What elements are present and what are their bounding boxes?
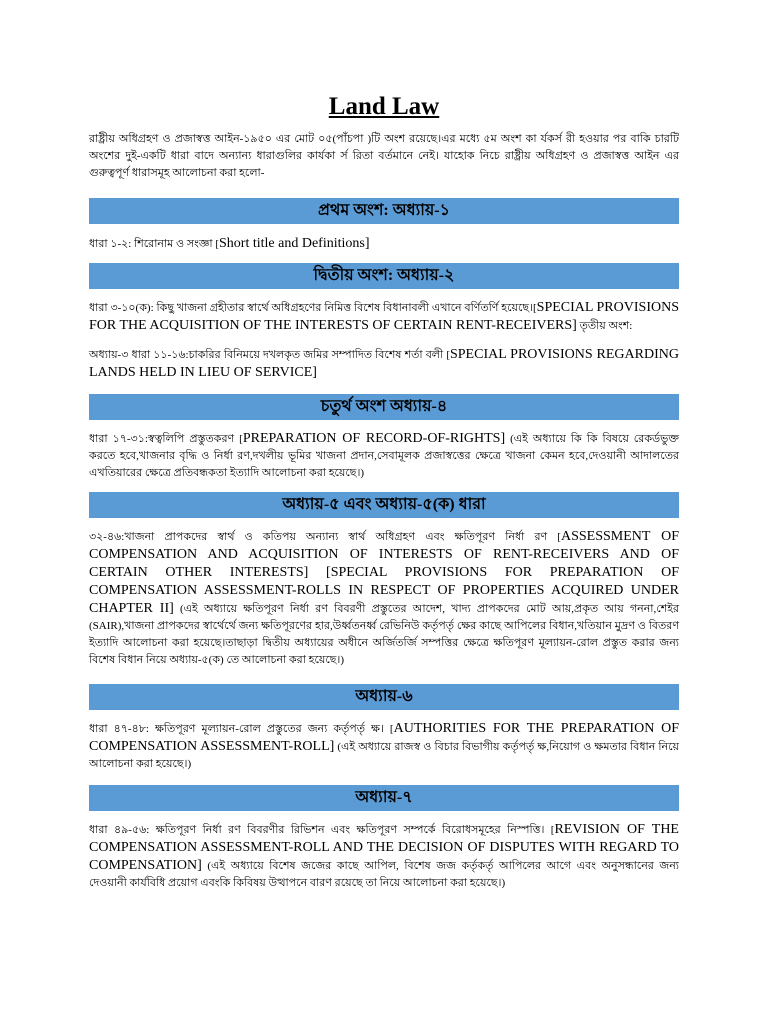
- section-heading-part-4: চতুর্থ অংশ অধ্যায়-৪: [89, 394, 679, 420]
- paragraph-english-text: SPECIAL PROVISIONS REGARDING LANDS HELD IN LIEU OF SERVICE]: [89, 347, 679, 380]
- section-heading-chapter-7: অধ্যায়-৭: [89, 785, 679, 811]
- paragraph-bangla-text: ধারা ৪৯-৫৬: ক্ষতিপূরণ নির্ধা রণ বিবরণীর রিভিশন এবং ক্ষতিপূরণ সম্পর্কে বিরোধসমূহের নিস্পত্তি। [: [89, 824, 555, 836]
- paragraph-english-text: SPECIAL PROVISIONS FOR THE ACQUISITION OF THE INTERESTS OF CERTAIN RENT-RECEIVERS]: [89, 300, 679, 333]
- paragraph-english-text: AUTHORITIES FOR THE PREPARATION OF COMPENSATION ASSESSMENT-ROLL]: [89, 721, 679, 754]
- paragraph-tail-text: (এই অধ্যায়ে কি কি বিষয়ে রেকর্ডভুক্ত করতে হবে,খাজনার বৃদ্ধি ও নির্ধা রণ,দখলীয় ভূমির খাজনা প্রদান,সেবামূলক প্রজাস্বত্তের ক্ষেত্রে খাজনা কেমন হবে,দেওয়ানী আদালতের এখতিয়ারের ক্ষেত্রে প্রতিবন্ধকতা ইত্যাদি আলোচনা করা হয়েছে।): [89, 433, 679, 479]
- paragraph-bangla-text: অধ্যায়-৩ ধারা ১১-১৬:চাকরির বিনিময়ে দখলকৃত জমির সম্পাদিত বিশেষ শর্তা বলী [: [89, 349, 450, 361]
- section-paragraph-part-2b: [89, 346, 679, 382]
- paragraph-bangla-text: ধারা ৩-১০(ক): কিছু খাজনা গ্রহীতার স্বার্থে অধিগ্রহণের নিমিত্ত বিশেষ বিধানাবলী এখানে বর্ণিতর্ণি হয়েছে।[: [89, 302, 537, 314]
- paragraph-english-text: REVISION OF THE COMPENSATION ASSESSMENT-ROLL AND THE DECISION OF DISPUTES WITH REGARD TO COMPENSATION]: [89, 822, 679, 873]
- paragraph-english-text: ASSESSMENT OF COMPENSATION AND ACQUISITION OF INTERESTS OF RENT-RECEIVERS AND OF CERTAIN OTHER INTERESTS] [SPECIAL PROVISIONS FOR PREPARATION OF COMPENSATION ASSESSMENT-ROLLS IN RESPECT OF PROPERTIES ACQUIRED UNDER CHAPTER II]: [89, 529, 679, 616]
- intro-paragraph: রাষ্ট্রীয় অধিগ্রহণ ও প্রজাস্বত্ত আইন-১৯৫০ এর মোট ০৫(পাঁচপা )টি অংশ রয়েছে।এর মধ্যে ৫ম অংশ কা র্যকর্স রী হওয়ার পর বাকি চারটি অংশের দুই-একটি ধারা বাদে অন্যান্য ধারাগুলির কার্যকা র্স রিতা বর্তমানে নেই। যাহোক নিচে রাষ্ট্রীয় অধিগ্রহণ ও প্রজাস্বত্ত আইন এর গুরুত্বপূর্ণ ধারাসমূহ আলোচনা করা হলো-: [89, 133, 679, 179]
- section-paragraph-part-1: [89, 235, 679, 253]
- paragraph-tail-text: (এই অধ্যায়ে বিশেষ জজের কাছে আপিল, বিশেষ জজ কর্তৃকর্তৃ আপিলের আগে এবং অনুসন্ধানের জন্য দেওয়ানী কার্যবিধি প্রয়োগ এবংকি কিবিষয় উত্থাপনে বারণ রয়েছে তা নিয়ে আলোচনা করা হয়েছে।): [89, 860, 679, 889]
- section-paragraph-chapter-6: [89, 720, 679, 773]
- paragraph-tail-text: তৃতীয় অংশ:: [576, 320, 633, 332]
- section-heading-part-2: দ্বিতীয় অংশ: অধ্যায়-২: [89, 263, 679, 289]
- section-heading-chapter-6: অধ্যায়-৬: [89, 684, 679, 710]
- paragraph-tail-text: (এই অধ্যায়ে রাজস্ব ও বিচার বিভাগীয় কর্তৃপর্তৃ ক্ষ,নিয়োগ ও ক্ষমতার বিধান নিয়ে আলোচনা করা হয়েছে।): [89, 741, 679, 770]
- document-title: Land Law: [328, 93, 440, 120]
- paragraph-bangla-text: ধারা ১-২: শিরোনাম ও সংজ্ঞা [: [89, 238, 220, 250]
- paragraph-english-text: PREPARATION OF RECORD-OF-RIGHTS]: [242, 431, 506, 446]
- paragraph-tail-text: (এই অধ্যায়ে ক্ষতিপূরণ নির্ধা রণ বিবরণী প্রস্তুতের আদেশ, খাদ্য প্রাপকদের মোট আয়,প্রকৃত আয় গননা,শেইর (SAIR),খাজনা প্রাপকদের স্বার্থের্থে জন্য ক্ষতিপূরণের হার,উর্ধ্বতনর্ধ্ব রেভিনিউ কর্তৃপর্তৃ ক্ষের কাছে আপিলের বিধান,খতিয়ান মুদ্রণ ও বিতরণ ইত্যাদি আলোচনা করা হয়েছে।তাছাড়া দ্বিতীয় অধ্যায়ের অধীনে অর্জিতর্জি সম্পত্তির ক্ষেত্রে ক্ষতিপূরণ মূল্যায়ন-রোল প্রস্তুত করার জন্য বিশেষ বিধান নিয়ে অধ্যায়-৫(ক) তে আলোচনা করা হয়েছে।): [89, 603, 679, 666]
- section-heading-part-1: প্রথম অংশ: অধ্যায়-১: [89, 198, 679, 224]
- section-paragraph-chapter-5: [89, 528, 679, 669]
- section-paragraph-part-2a: [89, 299, 679, 335]
- section-paragraph-chapter-7: [89, 821, 679, 892]
- section-heading-chapter-5: অধ্যায়-৫ এবং অধ্যায়-৫(ক) ধারা: [89, 492, 679, 518]
- paragraph-bangla-text: ৩২-৪৬:খাজনা প্রাপকদের স্বার্থ ও কতিপয় অন্যান্য স্বার্থ অধিগ্রহণ এবং ক্ষতিপূরণ নির্ধা রণ [: [89, 531, 561, 543]
- paragraph-bangla-text: ধারা ৪৭-৪৮: ক্ষতিপূরণ মূল্যায়ন-রোল প্রস্তুতের জন্য কর্তৃপর্তৃ ক্ষ। [: [89, 723, 394, 735]
- paragraph-english-text: Short title and Definitions]: [219, 236, 370, 251]
- paragraph-bangla-text: ধারা ১৭-৩১:স্বত্বলিপি প্রস্তুতকরণ [: [89, 433, 243, 445]
- section-paragraph-part-4: [89, 430, 679, 482]
